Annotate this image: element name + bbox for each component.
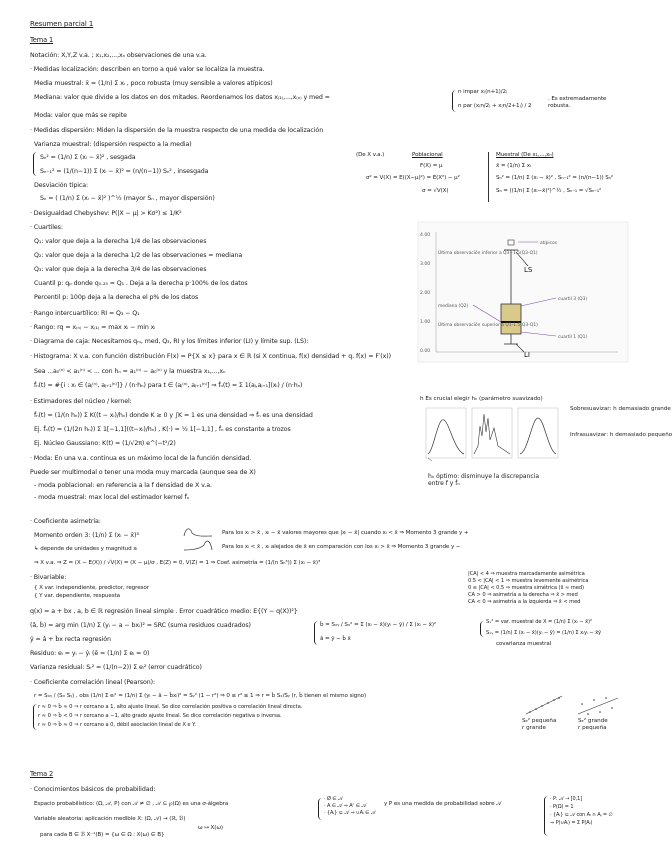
moment3-line: Momento orden 3: (1/n) Σ (xᵢ − x̄)³	[34, 532, 139, 539]
correlation-formula: r = Sₓᵧ / (Sₓ Sᵧ) , obs (1/n) Σ eᵢ² = (1/n) Σ (yᵢ − â − b̂xᵢ)² = Sᵧ² (1 − r²) ⇒ 0 ≤ r² ≤ 1 ⇒ r = b̂ Sₓ/Sᵧ (r, b̂ tienen el mismo signo)	[34, 693, 367, 699]
correlation-rule: r ≈ 0 ⇒ b̂ < 0 ⇒ r cercano a −1, alto grado ajuste lineal. Se dice correlación negativa o inversa.	[38, 713, 282, 719]
correlation-rule: r ≈ 0 ⇒ b̂ ≈ 0 ⇒ r cercano a 0, débil asociación lineal de X e Y.	[38, 722, 196, 728]
ca-rule: |CA| < 4 ⇒ muestra marcadamente asimétrica	[468, 571, 585, 577]
variance-title: Varianza muestral: (dispersión respecto a la media)	[34, 141, 192, 148]
random-variable-map: ω ↦ X(ω)	[198, 825, 224, 831]
pop-row: F(X) = μ	[420, 163, 443, 169]
sample-row: Sₙ² = (1/n) Σ (xᵢ − x̄)² , Sₙ₋₁² = (n/(n−1)) Sₙ²	[496, 175, 614, 181]
covariance-label: covarianza muestral	[496, 641, 552, 647]
correlation-sketches	[522, 692, 622, 718]
bivariate-y: { Y var. dependiente, respuesta	[34, 593, 120, 599]
quartiles-heading: · Cuartiles:	[30, 224, 63, 231]
residual-line: Residuo: eᵢ = yᵢ − ŷᵢ (ē = (1/n) Σ eᵢ = 0)	[30, 650, 150, 657]
correlation-rule: r ≈ 0 ⇒ b̂ ≈ 0 ⇒ r cercano a 1, alto ajuste lineal. Se dice correlación positiva o correlación lineal directa.	[38, 704, 303, 710]
median-note: . Es extremadamente robusta.	[548, 96, 607, 109]
measure-axiom: · P(Ω) = 1	[550, 804, 574, 810]
asymmetry-heading: · Coeficiente asimetría:	[30, 518, 101, 525]
dispersion-heading: · Medidas dispersión: Miden la dispersión de la muestra respecto de una medida de localización	[30, 127, 324, 134]
oversmoothing-note: Sobresuavizar: h demasiado grande	[570, 406, 671, 412]
quantile-line: Cuantil p: qₚ donde q₀.₂₅ = Q₁ . Deja a la derecha p·100% de los datos	[34, 280, 248, 287]
ca-rule: CA < 0 ⇒ asimetría a la izquierda ⇒ x̄ < med	[468, 599, 581, 605]
histogram-estimator: f̂ₙ(t) = #{i : xᵢ ∈ (aⱼ⁽ⁿ⁾, aⱼ₊₁⁽ⁿ⁾]} / (n·hₙ) para t ∈ (aⱼ⁽ⁿ⁾, aⱼ₊₁⁽ⁿ⁾] ⇒ f̂ₙ(t) = Σ 1(aⱼ,aⱼ₊₁](xᵢ) / (n·hₙ)	[34, 382, 303, 389]
sigma-axiom: · A ∈ 𝒜 ⇒ Aᶜ ∈ 𝒜	[324, 803, 367, 809]
sample-row: x̄ = (1/n) Σ xᵢ	[496, 163, 531, 169]
sigma-brace	[318, 798, 323, 820]
measure-axiom: · P: 𝒜 → [0,1]	[550, 796, 583, 802]
kernel-bandwidth-note: h Es crucial elegir hₙ (parámetro suavizado)	[420, 396, 543, 402]
moment-left-note: Para los xᵢ < x̄ , xᵢ alejados de x̄ en comparación con los xᵢ > x̄ ⇒ Momento 3 grande y −	[222, 544, 461, 550]
q2-line: Q₂: valor que deja a la derecha 1/2 de las observaciones = mediana	[34, 252, 243, 259]
section-heading-tema1: Tema 1	[30, 36, 54, 44]
page-title: Resumen parcial 1	[30, 20, 94, 28]
standardize-line: ⇒ X v.a. ⇒ Z = (X − E(X)) / √V(X) = (X − μ)/σ , E(Z) = 0, V(Z) = 1 ⇒ Coef. asimetría = (1/(n Sₙ³)) Σ (xᵢ − x̄)³	[34, 560, 321, 566]
regression-line: q(x) = a + bx , a, b ∈ ℝ regresión lineal simple . Error cuadrático medio: E{(Y − q(X))²}	[30, 608, 298, 615]
boxplot-label-median: mediana (Q2)	[438, 304, 469, 309]
mode-line: Moda: valor que más se repite	[34, 112, 127, 119]
boxplot-figure	[418, 222, 628, 362]
boxplot-label-li: LI	[524, 351, 530, 359]
boxplot-label-q1: cuartil 1 (Q1)	[558, 335, 588, 340]
kernel-heading: · Estimadores del núcleo / kernel:	[30, 398, 132, 405]
var-definition: Sₓ² = var. muestral de X = (1/n) Σ (xᵢ − x̄)²	[486, 619, 592, 625]
fit-line: ŷ = â + b̂x recta regresión	[30, 636, 111, 643]
boxplot-label-min: Última observación superior a Q1-1.5(Q3-Q1)	[438, 323, 538, 328]
range-line: · Rango: rq = x₍ₙ₎ − x₍₁₎ = max xᵢ − min xᵢ	[30, 324, 156, 331]
sigma-axiom: · {Aᵢ} ⊆ 𝒜 ⇒ ∪Aᵢ ∈ 𝒜	[324, 810, 376, 816]
sample-row: Sₙ = ((1/n) Σ (xᵢ−x̄)²)^½ , Sₙ₋₁ = √Sₙ₋₁²	[496, 188, 602, 194]
preimage-line: para cada B ∈ ℬ X⁻¹(B) = {ω ∈ Ω : X(ω) ∈ B}	[40, 832, 165, 838]
boxplot-box	[501, 304, 521, 334]
moment3-note: ↳ depende de unidades y magnitud xᵢ	[34, 546, 138, 552]
ca-rule: 0.5 < |CA| < 1 ⇒ muestra levemente asimétrica	[468, 578, 589, 584]
covariance-brace	[480, 621, 485, 637]
kernel-formula: f̂ₙ(t) = (1/(n hₙ)) Σ K((t − xᵢ)/hₙ) donde K ≥ 0 y ∫K = 1 es una densidad ⇒ f̂ₙ es una densidad	[34, 412, 313, 419]
mean-line: Media muestral: x̄ = (1/n) Σ xᵢ , poco robusta (muy sensible a valores atípicos)	[34, 80, 273, 87]
measure-axiom: ⇒ P(∪Aᵢ) = Σ P(Aᵢ)	[550, 820, 593, 826]
q1-line: Q₁: valor que deja a la derecha 1/4 de las observaciones	[34, 238, 207, 245]
chebyshev-line: · Desigualdad Chebyshev: P(|X − μ| > Kσ²) ≤ 1/K²	[30, 210, 182, 217]
sd-title: Desviación típica:	[34, 182, 89, 189]
estimator-brace	[314, 621, 319, 645]
section-heading-tema2: Tema 2	[30, 770, 54, 778]
boxplot-label-max: Última observación inferior a Q3+1.5(Q3-Q1)	[438, 251, 538, 256]
median-odd: n impar x₍(n+1)/2₎	[458, 89, 508, 95]
variance-unbiased: Sₙ₋₁² = (1/(n−1)) Σ (xᵢ − x̄)² = (n/(n−1)) Sₙ² , insesgada	[40, 168, 209, 175]
boxplot-tick: 0.00	[420, 349, 431, 354]
mode-definition: · Moda: En una v.a. continua es un máximo local de la función densidad.	[30, 455, 252, 462]
iqr-line: · Rango intercuartílico: RI = Q₃ − Q₁	[30, 310, 140, 317]
pop-row: σ² = V(X) = E((X−μ)²) = E(X²) − μ²	[366, 175, 460, 181]
median-line: Mediana: valor que divide a los datos en dos mitades. Reordenamos los datos x₍₁₎,...,x₍ₙ₎ y med =	[34, 94, 330, 101]
histogram-partition: Sea ...a₀⁽ⁿ⁾ < a₁⁽ⁿ⁾ < ... con hₙ = a₁⁽ⁿ⁾ − a₀⁽ⁿ⁾ y la muestra x₁,...,xₙ	[34, 368, 226, 375]
pop-label: (De X v.a.)	[356, 152, 385, 158]
slope-estimator: b̂ = Sₓᵧ / Sₓ² = Σ (xᵢ − x̄)(yᵢ − ȳ) / Σ (xᵢ − x̄)²	[320, 622, 437, 628]
boxplot-label-ls: LS	[524, 266, 533, 274]
probability-measure: y P es una medida de probabilidad sobre 𝒜	[384, 801, 502, 807]
mode-pop: - moda poblacional: en referencia a la f densidad de X v.a.	[34, 482, 212, 489]
boxplot-label-atipicos: atípicos	[540, 241, 558, 246]
kernel-gaussian: Ej. Núcleo Gaussiano: K(t) = (1/√2π) e^(−t²/2)	[34, 440, 176, 447]
table-divider	[488, 152, 489, 202]
undersmoothing-note: Infrasuavizar: h demasiado pequeño	[570, 432, 672, 438]
correlation-heading: · Coeficiente correlación lineal (Pearson):	[30, 679, 156, 686]
pop-row: σ = √V(X)	[422, 188, 449, 194]
boxplot-label-q3: cuartil 3 (Q3)	[558, 297, 588, 302]
residual-variance: Varianza residual: Sᵣ² = (1/(n−2)) Σ eᵢ² (error cuadrático)	[30, 664, 202, 671]
sigma-axiom: · Ø ∈ 𝒜	[324, 796, 343, 802]
kernel-density-figure	[424, 406, 564, 462]
bivariate-x: { X var. independiente, predictor, regresor	[34, 585, 149, 591]
sample-column-header: Muestral (De x₁,...,xₙ)	[496, 152, 554, 158]
mode-sample: - moda muestral: max local del estimador kernel f̂ₙ	[34, 494, 190, 501]
boxplot-tick: 4.00	[420, 233, 431, 238]
cov-definition: Sₓᵧ = (1/n) Σ (xᵢ − x̄)(yᵢ − ȳ) = (1/n) Σ xᵢyᵢ − x̄ȳ	[486, 630, 602, 636]
boxplot-line: · Diagrama de caja: Necesitamos qₘ, med, Q₃, RI y los límites inferior (LI) y límite sup. (LS):	[30, 338, 309, 345]
measure-axiom: · {Aᵢ} ⊆ 𝒜 con Aᵢ ∩ Aⱼ = ∅	[550, 812, 613, 818]
median-brace	[452, 90, 457, 112]
sketch-label-good-fit: Sₑ² pequeña r grande	[522, 718, 557, 731]
probability-space: Espacio probabilístico: (Ω, 𝒜, P) con 𝒜 ≠ ∅ , 𝒜 ⊆ ℘(Ω) es una σ-álgebra	[34, 801, 229, 807]
asymmetry-sketch	[182, 525, 214, 553]
q3-line: Q₃: valor que deja a la derecha 3/4 de las observaciones	[34, 266, 207, 273]
pop-column-header: Poblacional	[412, 152, 443, 158]
percentile-line: Percentil p: 100p deja a la derecha el p% de los datos	[34, 294, 199, 301]
optimal-bandwidth-note: hₙ óptimo: disminuye la discrepancia entre f y f̂ₙ	[428, 473, 540, 487]
sketch-label-poor-fit: Sₑ² grande r pequeña	[578, 718, 608, 731]
boxplot-tick: 1.00	[420, 320, 431, 325]
probability-heading: · Conocimientos básicos de probabilidad:	[30, 786, 156, 793]
least-squares: (â, b̂) = arg min (1/n) Σ (yᵢ − a − bxᵢ)² = SRC (suma residuos cuadrados)	[30, 622, 251, 629]
localization-heading: · Medidas localización: describen en torno a qué valor se localiza la muestra.	[30, 66, 265, 73]
sd-formula: Sₙ = ( (1/n) Σ (xᵢ − x̄)² )^½ (mayor Sₙ , mayor dispersión)	[40, 195, 215, 202]
median-even: n par (x₍n/2₎ + x₍n/2+1₎) / 2	[458, 103, 532, 109]
multimodal-line: Puede ser multimodal o tener una moda muy marcada (aunque sea de X)	[30, 469, 256, 476]
boxplot-tick: 2.00	[420, 291, 431, 296]
ca-rule: CA > 0 ⇒ asimetría a la derecha ⇒ x̄ > med	[468, 592, 578, 598]
moment-right-note: Para los xᵢ > x̄ , xᵢ − x̄ valores mayores que |xᵢ − x̄| cuando xᵢ < x̄ ⇒ Momento 3 grande y +	[222, 530, 469, 536]
histogram-line: · Histograma: X v.a. con función distribución F(x) = P{X ≤ x} para x ∈ ℝ (si X continua, f(x) densidad + q. f(x) = F′(x))	[30, 353, 391, 360]
variance-brace	[33, 152, 38, 176]
random-variable: Variable aleatoria: aplicación medible X: (Ω, 𝒜) → (ℝ, ℬ)	[34, 816, 186, 822]
ca-rule: 0 ≤ |CA| < 0.5 ⇒ muestra simétrica (x̄ ≈ med)	[468, 585, 584, 591]
boxplot-tick: 3.00	[420, 262, 431, 267]
intercept-estimator: â = ȳ − b̂ x̄	[320, 636, 351, 642]
notation-line: Notación: X,Y,Z v.a. ; x₁,x₂,...,xₙ observaciones de una v.a.	[30, 52, 207, 59]
measure-brace	[544, 796, 549, 836]
kernel-example: Ej. f̂ₙ(t) = (1/(2n hₙ)) Σ 1[−1,1]((t−xᵢ)/hₙ) , K(·) = ½ 1[−1,1] , f̂ₙ es constante a trozos	[34, 426, 291, 433]
variance-biased: Sₙ² = (1/n) Σ (xᵢ − x̄)² , sesgada	[40, 154, 136, 161]
bivariate-heading: · Bivariable:	[30, 574, 67, 581]
